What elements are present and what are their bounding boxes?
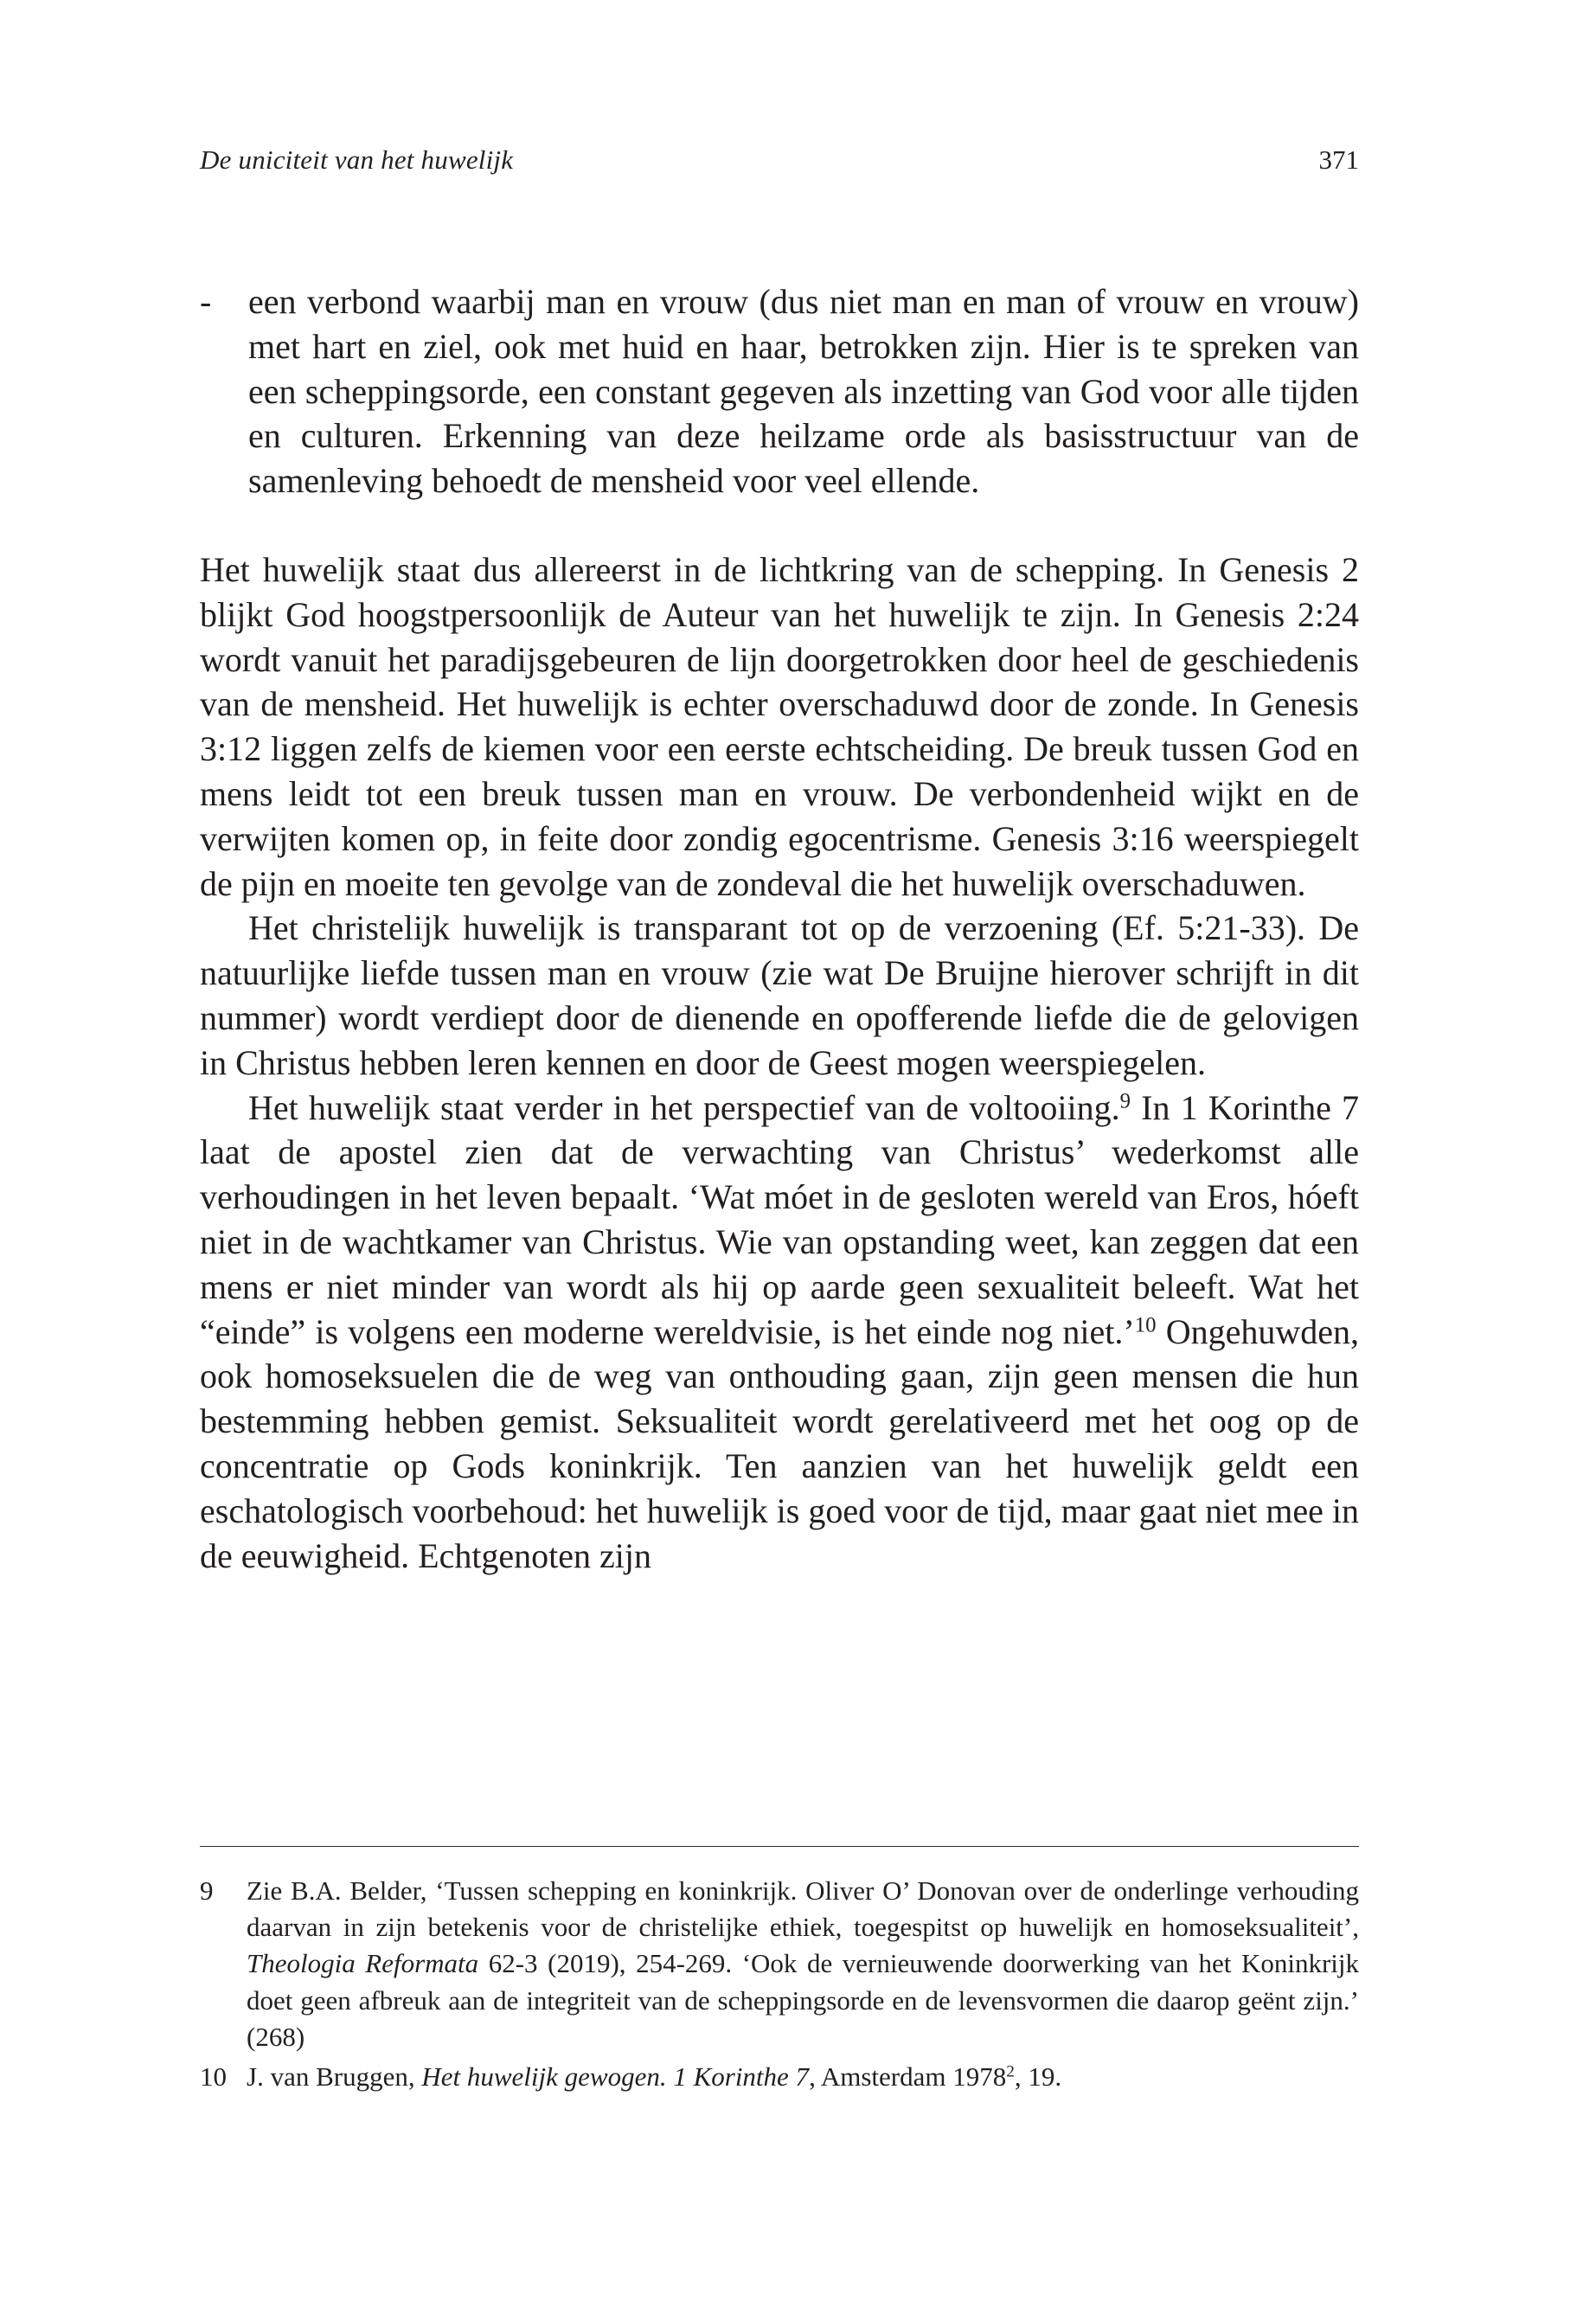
paragraph-completion-part-2: In 1 Korinthe 7 laat de apostel zien dat de verwachting van Christus’ wederkomst alle verhoudingen in het leven bepaalt. ‘Wat móet in de gesloten wereld van Eros, hóeft niet in de wachtkamer van Christus. Wie van opstanding weet, kan zeggen dat een mens er niet minder van wordt als hij op aarde geen sexualiteit beleeft. Wat het “einde” is volgens een moderne wereldvisie, is het einde nog niet.’ xyxy=(200,1087,1360,1351)
footnotes xyxy=(200,1873,1359,2095)
paragraph-completion-part-1: Het huwelijk staat verder in het perspectief van de voltooiing. xyxy=(248,1087,1120,1127)
footnote-number-9: 9 xyxy=(200,1875,214,1906)
footnote-number-10: 10 xyxy=(200,2061,227,2093)
paragraph-creation: Het huwelijk staat dus allereerst in de lichtkring van de schepping. In Genesis 2 blijkt God hoogstpersoonlijk de Auteur van het huwelijk te zijn. In Genesis 2:24 wordt vanuit het paradijsgebeuren de lijn doorgetrokken door heel de geschiedenis van de mensheid. Het huwelijk is echter overschaduwd door de zonde. In Genesis 3:12 liggen zelfs de kiemen voor een eerste echtscheiding. De breuk tussen God en mens leidt tot een breuk tussen man en vrouw. De verbondenheid wijkt en de verwijten komen op, in feite door zondig egocentrisme. Genesis 3:16 weerspiegelt de pijn en moeite ten gevolge van de zondeval die het huwelijk overschaduwen. xyxy=(200,549,1359,903)
main-text xyxy=(200,279,1359,1578)
paragraph-spacer xyxy=(200,503,1359,548)
footnote-10 xyxy=(200,2059,1359,2095)
footnote-10-edition: 2 xyxy=(1006,2062,1015,2081)
paragraph-reconciliation: Het christelijk huwelijk is transparant tot op de verzoening (Ef. 5:21-33). De natuurlijke liefde tussen man en vrouw (zie wat De Bruijne hierover schrijft in dit nummer) wordt verdiept door de dienende en opofferende liefde die de gelovigen in Christus hebben leren kennen en door de Geest mogen weerspiegelen. xyxy=(200,908,1359,1082)
footnote-reference-10[interactable]: 10 xyxy=(1134,1312,1157,1336)
footnote-9 xyxy=(200,1873,1359,2055)
paragraph-completion xyxy=(200,1086,1359,1579)
footnote-10-text-after: , 19. xyxy=(1014,2061,1062,2093)
paragraph-completion-part-3: Ongehuwden, ook homoseksuelen die de weg van onthouding gaan, zijn geen mensen die hun bestemming hebben gemist. Seksualiteit wordt gerelativeerd met het oog op de concentratie op Gods koninkrijk. Ten aanzien van het huwelijk geldt een eschatologisch voorbehoud: het huwelijk is goed voor de tijd, maar gaat niet mee in de eeuwigheid. Echtgenoten zijn xyxy=(200,1311,1359,1575)
footnote-10-text-before: J. van Bruggen, xyxy=(247,2061,422,2093)
footnote-10-text-middle: , Amsterdam 1978 xyxy=(809,2061,1007,2093)
page-number: 371 xyxy=(1318,144,1359,175)
bullet-item xyxy=(200,279,1359,503)
footnote-10-title: Het huwelijk gewogen. 1 Korinthe 7 xyxy=(421,2061,810,2093)
footnote-9-text-before: Zie B.A. Belder, ‘Tussen schepping en koninkrijk. Oliver O’ Donovan over de onderlinge verhouding daarvan in zijn betekenis voor de christelijke ethiek, toegespitst op huwelijk en homoseksualiteit’, xyxy=(247,1875,1359,1943)
footnote-reference-9[interactable]: 9 xyxy=(1119,1088,1131,1112)
running-header xyxy=(200,138,1359,182)
bullet-marker: - xyxy=(200,282,212,321)
footnote-divider xyxy=(200,1846,1359,1847)
footnote-9-title: Theologia Reformata xyxy=(247,1948,479,1979)
footnote-9-text-after: 62-3 (2019), 254-269. ‘Ook de vernieuwende doorwerking van het Koninkrijk doet geen afbreuk aan de integriteit van de scheppingsorde en de levensvormen die daarop geënt zijn.’ (268) xyxy=(247,1948,1359,2052)
running-header-title: De uniciteit van het huwelijk xyxy=(200,144,514,175)
bullet-text: een verbond waarbij man en vrouw (dus niet man en man of vrouw en vrouw) met hart en ziel, ook met huid en haar, betrokken zijn. Hier is te spreken van een scheppingsorde, een constant gegeven als inzetting van God voor alle tijden en culturen. Erkenning van deze heilzame orde als basisstructuur van de samenleving behoedt de mensheid voor veel ellende. xyxy=(248,282,1359,501)
